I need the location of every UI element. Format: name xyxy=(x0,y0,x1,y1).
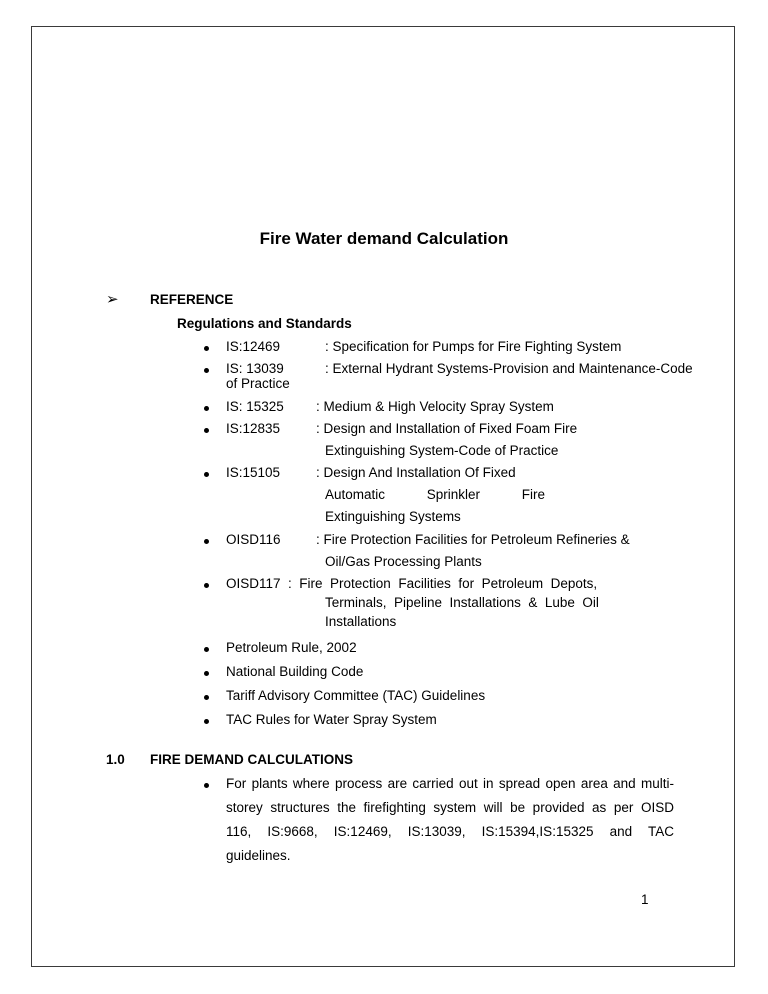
bullet-icon xyxy=(204,783,209,788)
bullet-icon xyxy=(204,671,209,676)
standard-code: IS: 15325 xyxy=(226,399,284,414)
standard-code: IS:15105 xyxy=(226,465,281,480)
standard-description: : External Hydrant Systems-Provision and Maintenance-Code xyxy=(325,361,693,376)
standard-description-justified-line xyxy=(325,487,545,502)
arrow-bullet-icon: ➢ xyxy=(106,291,119,308)
standard-code: IS:12835 xyxy=(226,421,281,436)
word: Sprinkler xyxy=(426,487,481,502)
bullet-icon xyxy=(204,346,209,351)
standard-description-continued: Extinguishing System-Code of Practice xyxy=(325,443,559,458)
bullet-icon xyxy=(204,539,209,544)
bullet-icon xyxy=(204,719,209,724)
bullet-icon xyxy=(204,406,209,411)
standard-code-continued: of Practice xyxy=(226,376,290,391)
standard-code: IS:12469 xyxy=(226,339,281,354)
page-number: 1 xyxy=(641,892,649,907)
standard-code: IS: 13039 xyxy=(226,361,284,376)
standard-description: : Fire Protection Facilities for Petroleum Refineries & xyxy=(316,532,630,547)
reference-subheading: Regulations and Standards xyxy=(177,316,352,331)
bullet-icon xyxy=(204,647,209,652)
standard-description: : Design And Installation Of Fixed xyxy=(316,465,516,480)
reference-heading: REFERENCE xyxy=(150,292,234,307)
standard-code: OISD116 xyxy=(226,532,281,547)
standard-code-description: OISD117 : Fire Protection Facilities for Petroleum Depots, xyxy=(226,576,598,591)
standard-description-continued: Oil/Gas Processing Plants xyxy=(325,554,482,569)
list-item: Tariff Advisory Committee (TAC) Guidelines xyxy=(226,688,486,703)
bullet-icon xyxy=(204,695,209,700)
bullet-icon xyxy=(204,368,209,373)
paragraph-line: 116, IS:9668, IS:12469, IS:13039, IS:15394,IS:15325 and TAC xyxy=(226,824,674,839)
bullet-icon xyxy=(204,472,209,477)
standard-description: : Design and Installation of Fixed Foam Fire xyxy=(316,421,578,436)
standard-description: : Medium & High Velocity Spray System xyxy=(316,399,554,414)
word: Fire xyxy=(521,487,545,502)
document-title: Fire Water demand Calculation xyxy=(259,229,509,248)
bullet-icon xyxy=(204,428,209,433)
bullet-icon xyxy=(204,583,209,588)
standard-description-continued: Terminals, Pipeline Installations & Lube Oil xyxy=(325,595,599,610)
paragraph-line: For plants where process are carried out in spread open area and multi- xyxy=(226,776,674,791)
section-heading: FIRE DEMAND CALCULATIONS xyxy=(150,752,353,767)
standard-description-continued: Extinguishing Systems xyxy=(325,509,461,524)
standard-description-continued: Installations xyxy=(325,614,397,629)
list-item: National Building Code xyxy=(226,664,364,679)
paragraph-line: guidelines. xyxy=(226,848,291,863)
list-item: Petroleum Rule, 2002 xyxy=(226,640,357,655)
section-number: 1.0 xyxy=(106,752,125,767)
standard-description: : Specification for Pumps for Fire Fighting System xyxy=(325,339,622,354)
list-item: TAC Rules for Water Spray System xyxy=(226,712,437,727)
word: Automatic xyxy=(325,487,386,502)
paragraph-line: storey structures the firefighting system will be provided as per OISD xyxy=(226,800,674,815)
